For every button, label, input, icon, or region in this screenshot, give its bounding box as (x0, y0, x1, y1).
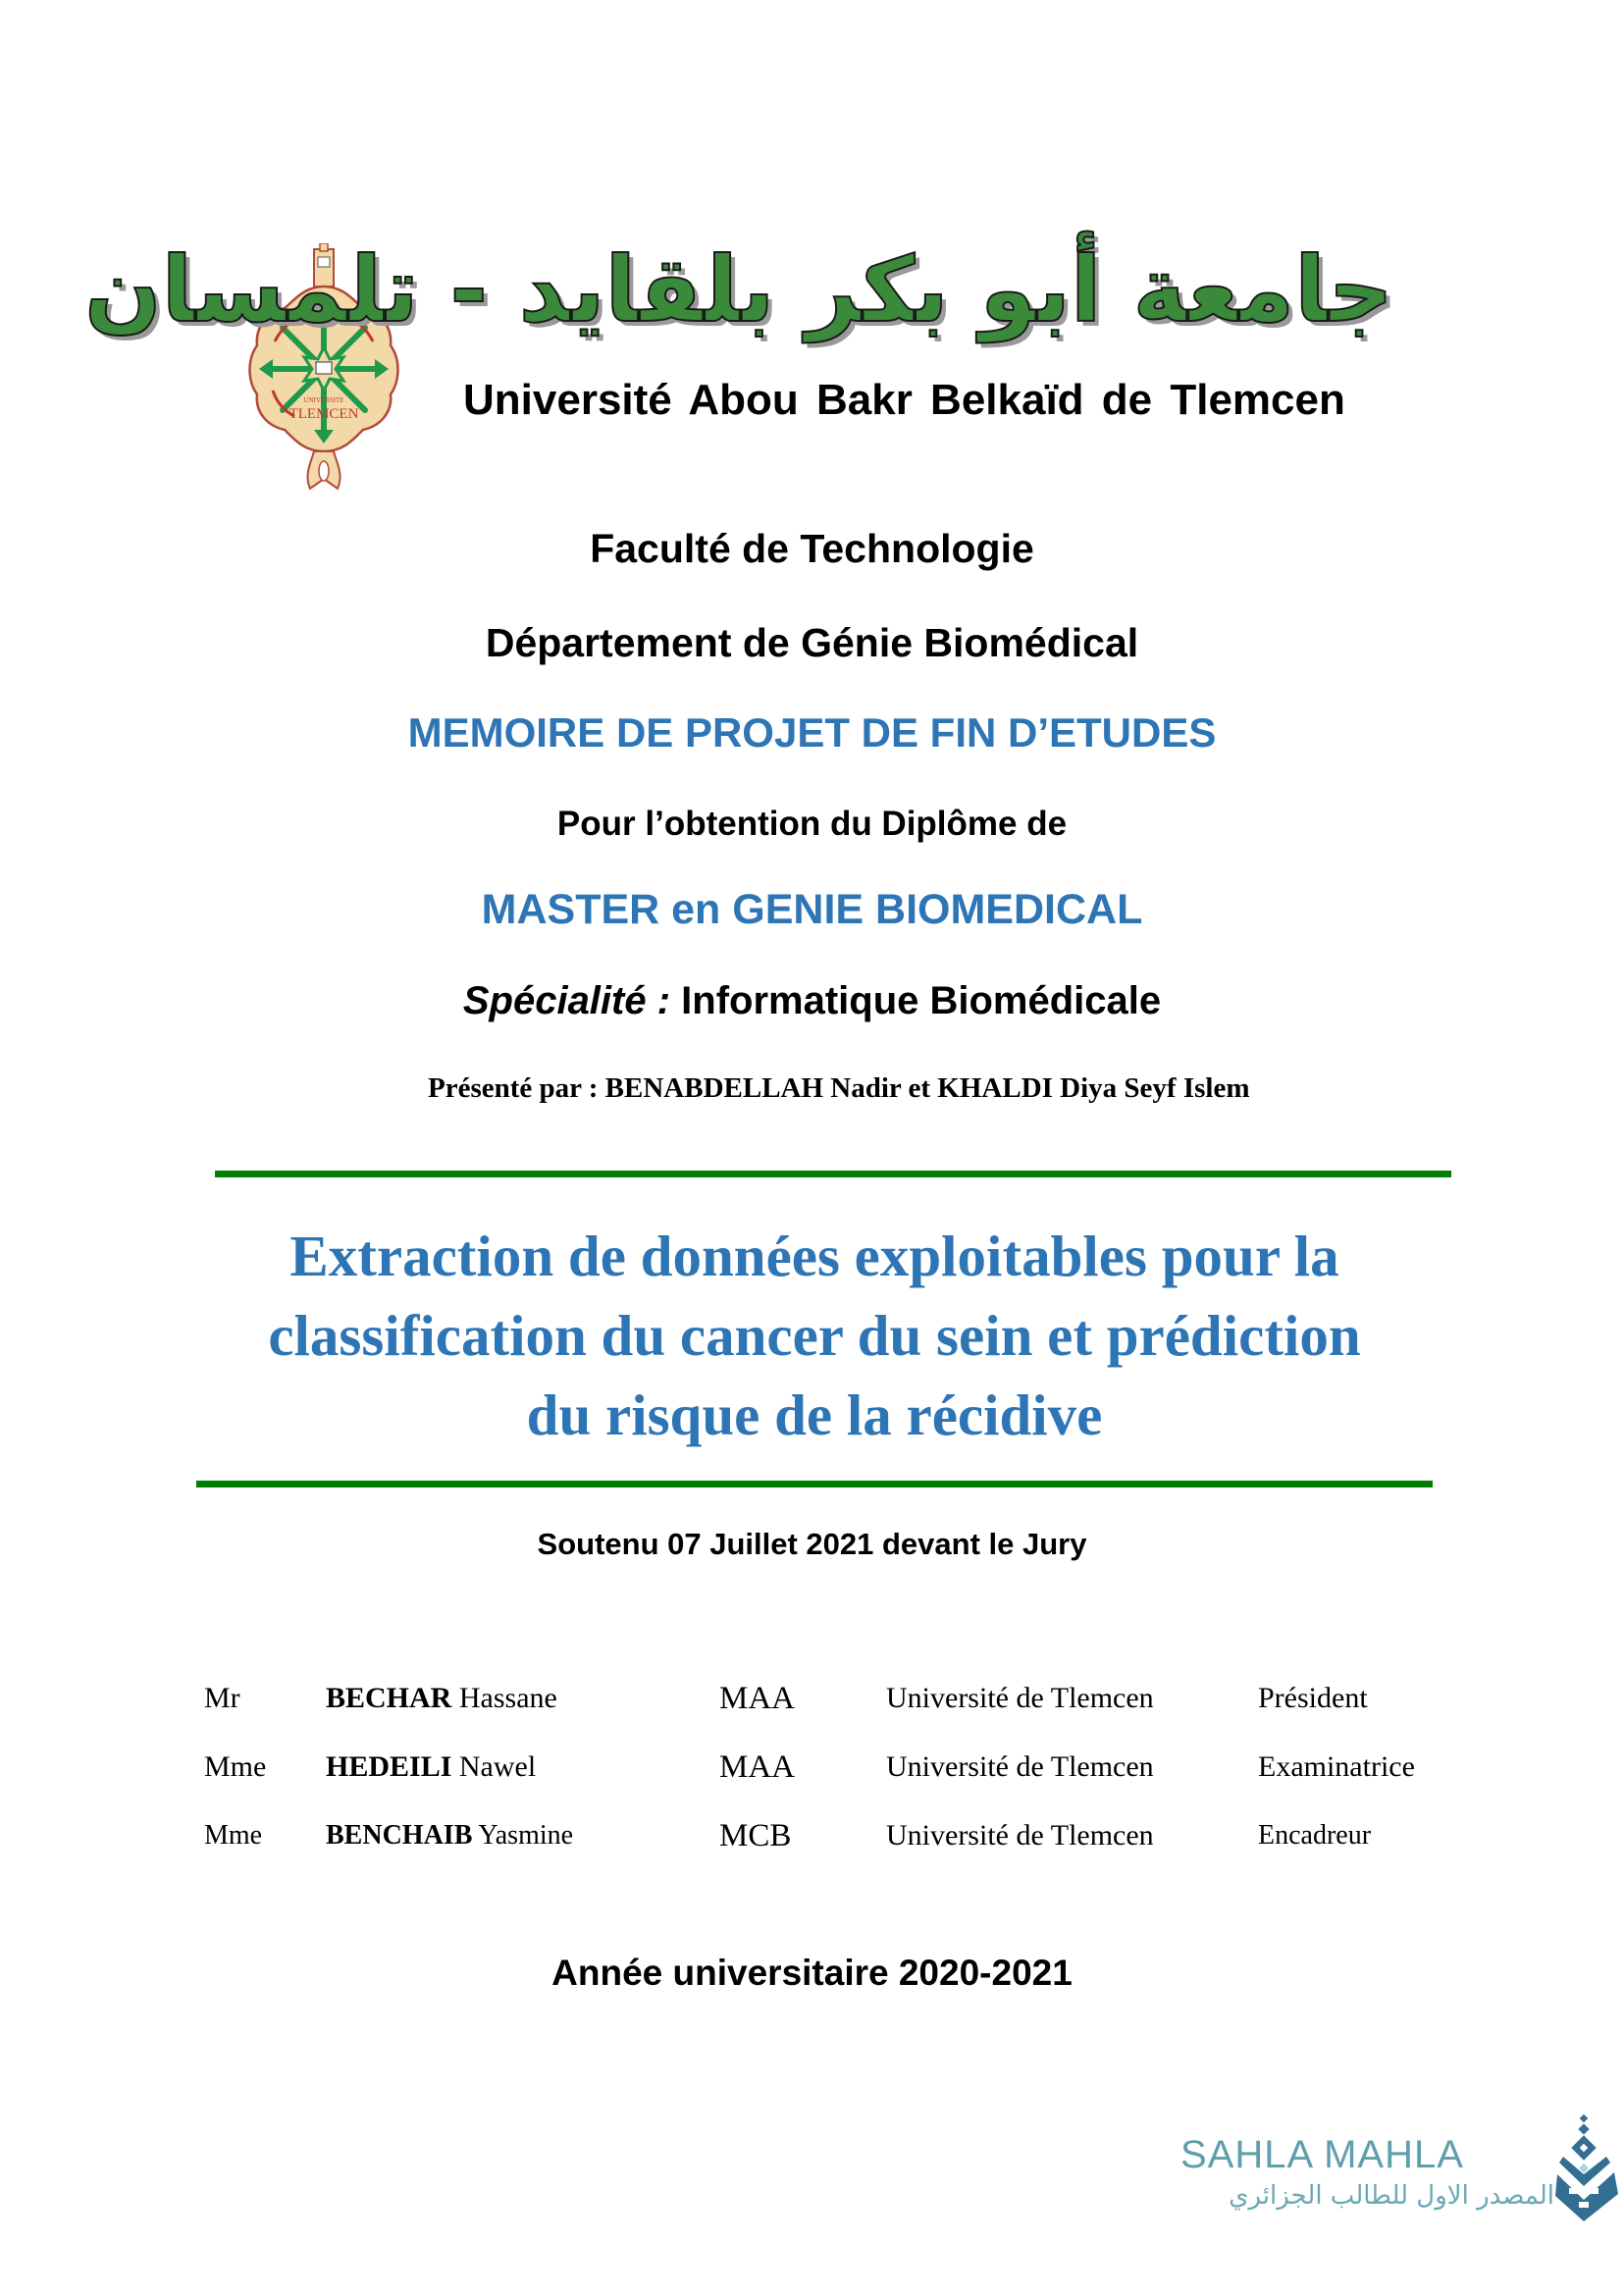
jury-last-name: HEDEILI (326, 1750, 452, 1783)
jury-role: Encadreur (1258, 1820, 1372, 1851)
jury-name (326, 1679, 557, 1718)
watermark-tagline: المصدر الاول للطالب الجزائري (1229, 2181, 1554, 2211)
degree-purpose: Pour l’obtention du Diplôme de (556, 805, 1068, 843)
jury-institution: Université de Tlemcen (886, 1819, 1154, 1852)
thesis-title-line-1: Extraction de données exploitables pour la (289, 1224, 1339, 1288)
jury-last-name: BENCHAIB (326, 1820, 473, 1851)
jury-title: Mr (204, 1682, 240, 1714)
sahla-mahla-emblem-icon (1555, 2113, 1618, 2221)
jury-row (0, 1747, 1624, 1787)
presented-by: Présenté par : BENABDELLAH Nadir et KHALDI Diya Seyf Islem (428, 1072, 1250, 1104)
jury-first-name: Hassane (451, 1682, 557, 1714)
jury-grade: MCB (719, 1818, 792, 1853)
thesis-title-line-3: du risque de la récidive (526, 1382, 1103, 1447)
university-name: Université Abou Bakr Belkaïd de Tlemcen (463, 376, 1345, 424)
jury-title: Mme (204, 1820, 263, 1851)
document-type: MEMOIRE DE PROJET DE FIN D’ETUDES (407, 709, 1217, 756)
jury-row (0, 1816, 1624, 1855)
jury-first-name: Nawel (451, 1750, 537, 1783)
jury-institution: Université de Tlemcen (886, 1750, 1154, 1783)
academic-year: Année universitaire 2020-2021 (551, 1953, 1073, 1993)
jury-first-name: Yasmine (472, 1820, 574, 1851)
jury-role: Examinatrice (1258, 1750, 1415, 1783)
jury-grade: MAA (719, 1749, 796, 1785)
jury-name (326, 1747, 536, 1787)
jury-institution: Université de Tlemcen (886, 1682, 1154, 1714)
speciality-value: Informatique Biomédicale (670, 979, 1162, 1022)
title-top-rule (215, 1171, 1451, 1177)
sahla-mahla-watermark (1173, 2110, 1624, 2227)
defense-statement: Soutenu 07 Juillet 2021 devant le Jury (537, 1527, 1087, 1561)
degree-name: MASTER en GENIE BIOMEDICAL (481, 886, 1143, 933)
faculty-name: Faculté de Technologie (590, 526, 1034, 571)
arabic-university-title: جامعة أبو بكر بلقايد - تلمسان (84, 237, 1393, 342)
jury-name (326, 1816, 573, 1855)
jury-last-name: BECHAR (326, 1682, 452, 1714)
thesis-title (186, 1217, 1442, 1455)
thesis-title-line-2: classification du cancer du sein et prédiction (268, 1303, 1361, 1368)
speciality-label: Spécialité : (462, 979, 671, 1022)
department-name: Département de Génie Biomédical (485, 620, 1139, 665)
watermark-brand: SAHLA MAHLA (1180, 2133, 1464, 2176)
svg-text:UNIVERSITE: UNIVERSITE (303, 396, 344, 404)
svg-text:TLEMCEN: TLEMCEN (288, 406, 359, 422)
jury-row (0, 1679, 1624, 1718)
jury-grade: MAA (719, 1681, 796, 1716)
jury-title: Mme (204, 1750, 267, 1783)
title-bottom-rule (196, 1481, 1433, 1487)
speciality (0, 977, 1624, 1024)
jury-role: Président (1258, 1682, 1368, 1714)
